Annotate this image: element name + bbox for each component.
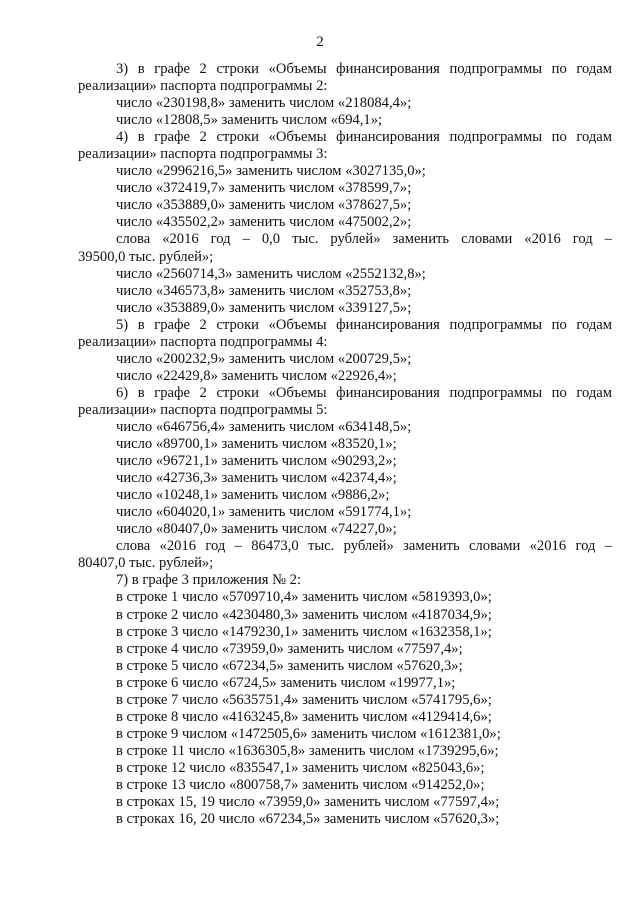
text-line: в строке 1 число «5709710,4» заменить числом «5819393,0»; bbox=[116, 589, 492, 606]
text-line: в строке 4 число «73959,0» заменить числом «77597,4»; bbox=[116, 640, 463, 657]
text-line: 80407,0 тыс. рублей»; bbox=[78, 555, 214, 572]
text-line: число «435502,2» заменить числом «475002,2»; bbox=[116, 214, 412, 231]
text-line: реализации» паспорта подпрограммы 4: bbox=[78, 333, 328, 350]
text-line: число «604020,1» заменить числом «591774,1»; bbox=[116, 504, 412, 521]
text-line: число «646756,4» заменить числом «634148,5»; bbox=[116, 418, 412, 435]
text-line: в строке 5 число «67234,5» заменить числом «57620,3»; bbox=[116, 657, 463, 674]
text-line: число «42736,3» заменить числом «42374,4»; bbox=[116, 470, 397, 487]
text-line: в строке 12 число «835547,1» заменить числом «825043,6»; bbox=[116, 759, 485, 776]
text-line: число «12808,5» заменить числом «694,1»; bbox=[116, 112, 383, 129]
text-line: 6) в графе 2 строки «Объемы финансирования подпрограммы по годам bbox=[116, 384, 612, 401]
text-line: в строке 8 число «4163245,8» заменить числом «4129414,6»; bbox=[116, 708, 492, 725]
text-line: слова «2016 год – 0,0 тыс. рублей» заменить словами «2016 год – bbox=[116, 231, 612, 248]
text-line: в строке 11 число «1636305,8» заменить числом «1739295,6»; bbox=[116, 742, 499, 759]
text-line: в строках 15, 19 число «73959,0» заменить числом «77597,4»; bbox=[116, 794, 500, 811]
text-line: число «2560714,3» заменить числом «2552132,8»; bbox=[116, 265, 426, 282]
text-line: число «230198,8» заменить числом «218084,4»; bbox=[116, 95, 412, 112]
text-line: в строке 3 число «1479230,1» заменить числом «1632358,1»; bbox=[116, 623, 492, 640]
text-line: число «346573,8» заменить числом «352753,8»; bbox=[116, 282, 412, 299]
text-line: 39500,0 тыс. рублей»; bbox=[78, 248, 214, 265]
text-line: в строках 16, 20 число «67234,5» заменить числом «57620,3»; bbox=[116, 811, 500, 828]
text-line: реализации» паспорта подпрограммы 2: bbox=[78, 78, 328, 95]
text-line: в строке 2 число «4230480,3» заменить числом «4187034,9»; bbox=[116, 606, 492, 623]
text-line: в строке 6 число «6724,5» заменить числом «19977,1»; bbox=[116, 674, 456, 691]
text-line: число «10248,1» заменить числом «9886,2»; bbox=[116, 487, 390, 504]
text-line: число «353889,0» заменить числом «378627,5»; bbox=[116, 197, 412, 214]
text-line: в строке 13 число «800758,7» заменить числом «914252,0»; bbox=[116, 776, 485, 793]
text-line: в строке 7 число «5635751,4» заменить числом «5741795,6»; bbox=[116, 691, 492, 708]
text-line: число «89700,1» заменить числом «83520,1»; bbox=[116, 436, 397, 453]
text-line: число «80407,0» заменить числом «74227,0»; bbox=[116, 521, 397, 538]
document-body bbox=[78, 61, 612, 828]
text-line: число «96721,1» заменить числом «90293,2»; bbox=[116, 453, 397, 470]
text-line: 4) в графе 2 строки «Объемы финансирования подпрограммы по годам bbox=[116, 129, 612, 146]
text-line: реализации» паспорта подпрограммы 3: bbox=[78, 146, 328, 163]
text-line: число «22429,8» заменить числом «22926,4»; bbox=[116, 367, 397, 384]
text-line: реализации» паспорта подпрограммы 5: bbox=[78, 401, 328, 418]
text-line: число «2996216,5» заменить числом «3027135,0»; bbox=[116, 163, 426, 180]
text-line: число «200232,9» заменить числом «200729,5»; bbox=[116, 350, 412, 367]
text-line: 3) в графе 2 строки «Объемы финансирования подпрограммы по годам bbox=[116, 61, 612, 77]
text-line: слова «2016 год – 86473,0 тыс. рублей» заменить словами «2016 год – bbox=[116, 538, 612, 555]
text-line: в строке 9 числом «1472505,6» заменить числом «1612381,0»; bbox=[116, 725, 501, 742]
page-number: 2 bbox=[316, 34, 324, 50]
text-line: 5) в графе 2 строки «Объемы финансирования подпрограммы по годам bbox=[116, 316, 612, 333]
text-line: 7) в графе 3 приложения № 2: bbox=[116, 572, 302, 589]
text-line: число «353889,0» заменить числом «339127,5»; bbox=[116, 299, 412, 316]
text-line: число «372419,7» заменить числом «378599,7»; bbox=[116, 180, 412, 197]
